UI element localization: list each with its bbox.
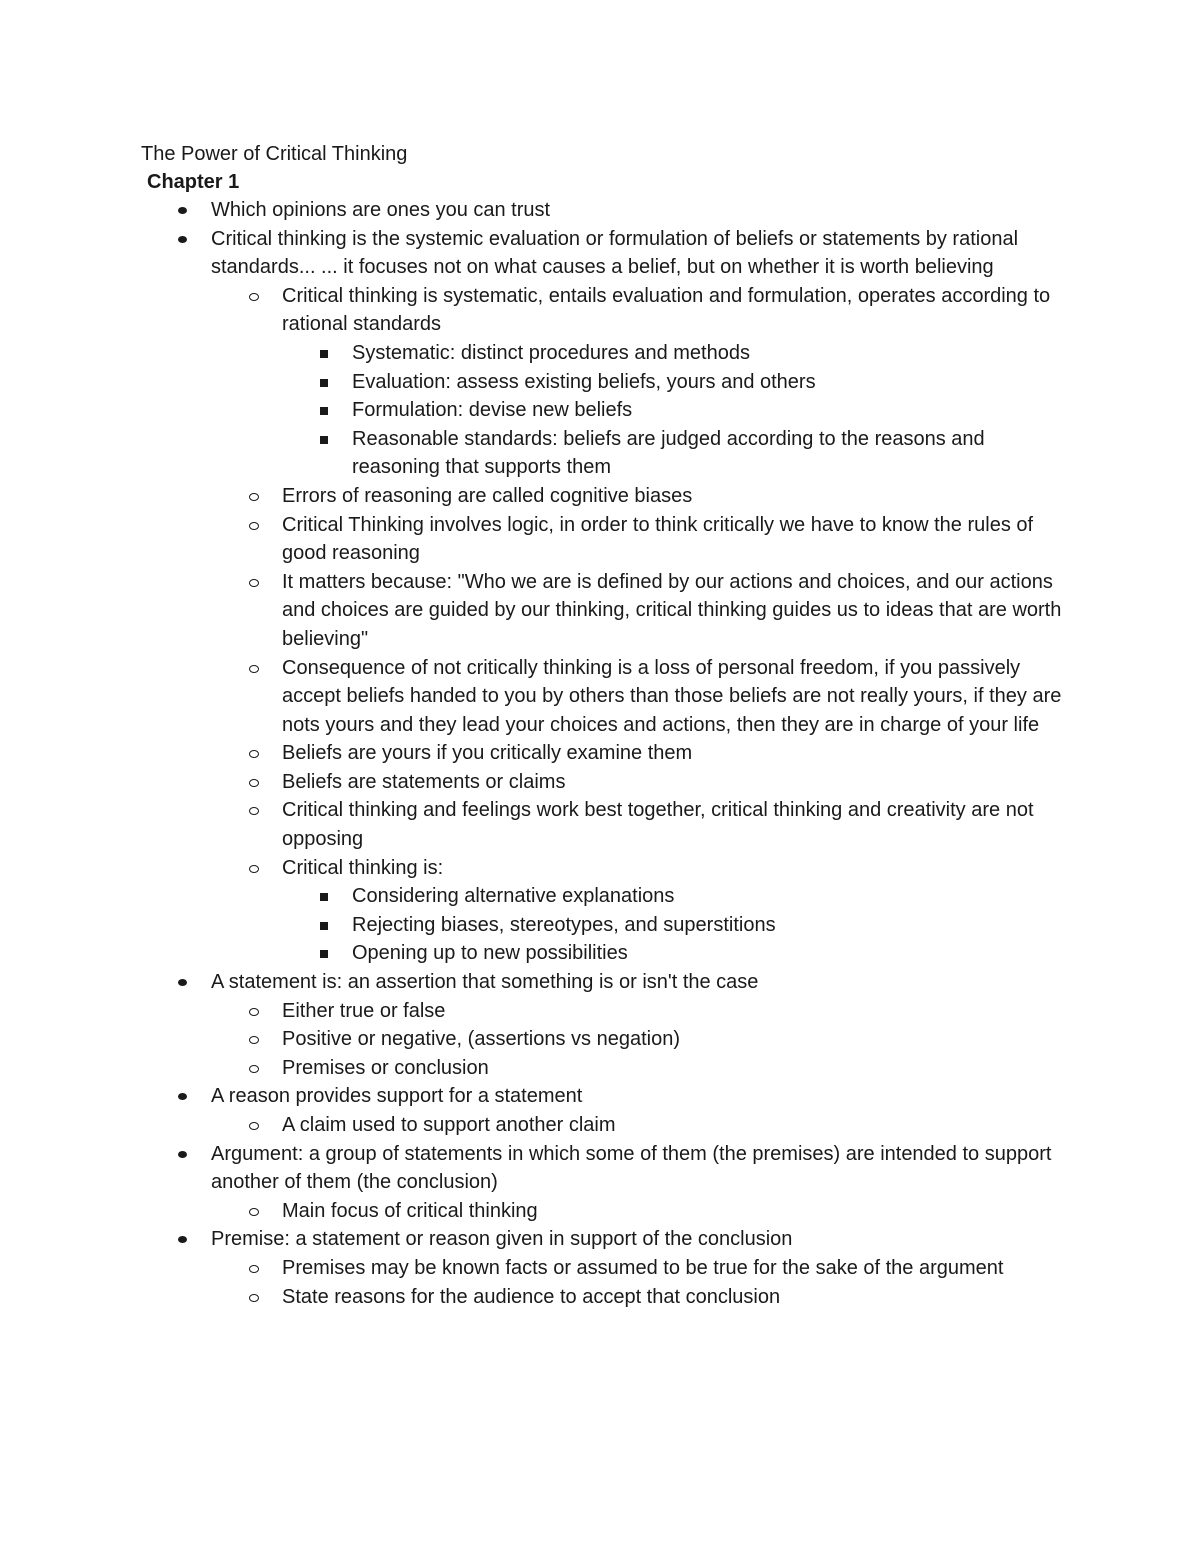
list-item-text: A claim used to support another claim	[282, 1114, 616, 1136]
outline-level-2	[141, 1111, 1071, 1140]
hollow-bullet-icon	[249, 1294, 259, 1302]
hollow-bullet-icon	[249, 493, 259, 501]
outline-level-2	[141, 796, 1071, 853]
hollow-bullet-icon	[249, 665, 259, 673]
chapter-heading: Chapter 1	[147, 171, 240, 193]
list-item-text: Critical thinking and feelings work best together, critical thinking and creativity are not opposing	[282, 799, 1034, 851]
outline-level-1	[141, 1140, 1071, 1197]
outline-level-2	[141, 511, 1071, 568]
list-item-text: Evaluation: assess existing beliefs, yours and others	[352, 370, 816, 393]
outline-level-3	[141, 368, 1071, 397]
list-item-text: State reasons for the audience to accept that conclusion	[282, 1285, 781, 1308]
list-item	[141, 997, 1071, 1026]
list-item	[141, 196, 1071, 225]
list-item-text: Consequence of not critically thinking is a loss of personal freedom, if you passively accept beliefs handed to you by others than those beliefs are not really yours, if they are nots yours and they lead your choices and actions, then they are in charge of your life	[282, 656, 1062, 736]
outline-level-2	[141, 1254, 1071, 1283]
list-item-text: Either true or false	[282, 999, 446, 1022]
outline-level-2	[141, 1054, 1071, 1083]
list-item-text: Errors of reasoning are called cognitive biases	[282, 484, 693, 507]
list-item	[141, 225, 1071, 282]
outline-level-2	[141, 1197, 1071, 1226]
list-item-text: It matters because: "Who we are is defined by our actions and choices, and our actions and choices are guided by our thinking, critical thinking guides us to ideas that are worth believing"	[282, 570, 1062, 650]
list-item-text: Formulation: devise new beliefs	[352, 399, 633, 422]
list-item	[141, 425, 1071, 482]
list-item	[141, 282, 1071, 339]
list-item-text: Which opinions are ones you can trust	[211, 199, 551, 221]
list-item-text: Critical thinking is systematic, entails evaluation and formulation, operates according to rational standards	[282, 284, 1051, 336]
list-item	[141, 654, 1071, 740]
list-item-text: Critical Thinking involves logic, in order to think critically we have to know the rules of good reasoning	[282, 513, 1034, 565]
list-item	[141, 568, 1071, 654]
list-item-text: A reason provides support for a statement	[211, 1085, 583, 1108]
list-item	[141, 482, 1071, 511]
list-item-text: Opening up to new possibilities	[352, 942, 628, 965]
list-item	[141, 339, 1071, 368]
list-item	[141, 968, 1071, 997]
square-bullet-icon	[320, 950, 328, 958]
list-item	[141, 1225, 1071, 1254]
hollow-bullet-icon	[249, 779, 259, 787]
outline-level-2	[141, 1283, 1071, 1312]
square-bullet-icon	[320, 350, 328, 358]
list-item	[141, 939, 1071, 968]
outline-level-2	[141, 568, 1071, 654]
list-item-text: Reasonable standards: beliefs are judged according to the reasons and reasoning that supports them	[352, 427, 985, 479]
list-item-text: Critical thinking is:	[282, 856, 444, 879]
hollow-bullet-icon	[249, 1265, 259, 1273]
list-item	[141, 1197, 1071, 1226]
hollow-bullet-icon	[249, 1008, 259, 1016]
outline-level-1	[141, 1082, 1071, 1111]
square-bullet-icon	[320, 922, 328, 930]
outline-level-3	[141, 425, 1071, 482]
hollow-bullet-icon	[249, 1036, 259, 1044]
list-item	[141, 368, 1071, 397]
outline-level-2	[141, 1025, 1071, 1054]
hollow-bullet-icon	[249, 807, 259, 815]
filled-bullet-icon	[178, 236, 187, 243]
outline-level-2	[141, 768, 1071, 797]
list-item-text: Considering alternative explanations	[352, 885, 675, 908]
list-item	[141, 1082, 1071, 1111]
list-item-text: A statement is: an assertion that something is or isn't the case	[211, 971, 759, 994]
hollow-bullet-icon	[249, 1208, 259, 1216]
list-item-text: Beliefs are statements or claims	[282, 770, 566, 793]
outline-level-3	[141, 339, 1071, 368]
outline-level-2	[141, 739, 1071, 768]
outline-level-3	[141, 939, 1071, 968]
hollow-bullet-icon	[249, 293, 259, 301]
square-bullet-icon	[320, 379, 328, 387]
list-item	[141, 882, 1071, 911]
bullet-outline	[141, 196, 1071, 1311]
outline-level-2	[141, 282, 1071, 339]
hollow-bullet-icon	[249, 579, 259, 587]
outline-level-1	[141, 1225, 1071, 1254]
list-item-text: Beliefs are yours if you critically examine them	[282, 742, 693, 765]
list-item-text: Argument: a group of statements in which some of them (the premises) are intended to support another of them (the conclusion)	[211, 1142, 1052, 1194]
list-item	[141, 511, 1071, 568]
list-item-text: Main focus of critical thinking	[282, 1199, 538, 1222]
hollow-bullet-icon	[249, 865, 259, 873]
list-item	[141, 1025, 1071, 1054]
outline-level-1	[141, 196, 1071, 225]
outline-level-1	[141, 968, 1071, 997]
outline-level-2	[141, 482, 1071, 511]
list-item-text: Critical thinking is the systemic evaluation or formulation of beliefs or statements by rational standards... ... it focuses not on what causes a belief, but on whether it is worth believing	[211, 227, 1019, 279]
filled-bullet-icon	[178, 1093, 187, 1100]
list-item	[141, 911, 1071, 940]
list-item	[141, 1140, 1071, 1197]
list-item-text: Positive or negative, (assertions vs negation)	[282, 1028, 680, 1051]
outline-level-1	[141, 225, 1071, 282]
square-bullet-icon	[320, 436, 328, 444]
list-item	[141, 739, 1071, 768]
list-item	[141, 1254, 1071, 1283]
list-item	[141, 796, 1071, 853]
list-item-text: Premise: a statement or reason given in support of the conclusion	[211, 1228, 793, 1251]
document-title: The Power of Critical Thinking	[141, 143, 408, 165]
list-item	[141, 1283, 1071, 1312]
outline-level-2	[141, 654, 1071, 740]
hollow-bullet-icon	[249, 1065, 259, 1073]
list-item-text: Premises or conclusion	[282, 1056, 489, 1079]
document-page	[141, 140, 1071, 1311]
list-item	[141, 396, 1071, 425]
hollow-bullet-icon	[249, 1122, 259, 1130]
outline-level-2	[141, 997, 1071, 1026]
outline-level-3	[141, 396, 1071, 425]
square-bullet-icon	[320, 893, 328, 901]
hollow-bullet-icon	[249, 750, 259, 758]
list-item	[141, 854, 1071, 883]
list-item	[141, 1111, 1071, 1140]
square-bullet-icon	[320, 407, 328, 415]
hollow-bullet-icon	[249, 522, 259, 530]
list-item-text: Premises may be known facts or assumed to be true for the sake of the argument	[282, 1256, 1004, 1279]
outline-level-3	[141, 882, 1071, 911]
list-item	[141, 768, 1071, 797]
filled-bullet-icon	[178, 1236, 187, 1243]
outline-level-3	[141, 911, 1071, 940]
list-item-text: Systematic: distinct procedures and methods	[352, 341, 750, 364]
list-item-text: Rejecting biases, stereotypes, and superstitions	[352, 913, 776, 936]
filled-bullet-icon	[178, 207, 187, 214]
list-item	[141, 1054, 1071, 1083]
filled-bullet-icon	[178, 979, 187, 986]
outline-level-2	[141, 854, 1071, 883]
filled-bullet-icon	[178, 1151, 187, 1158]
